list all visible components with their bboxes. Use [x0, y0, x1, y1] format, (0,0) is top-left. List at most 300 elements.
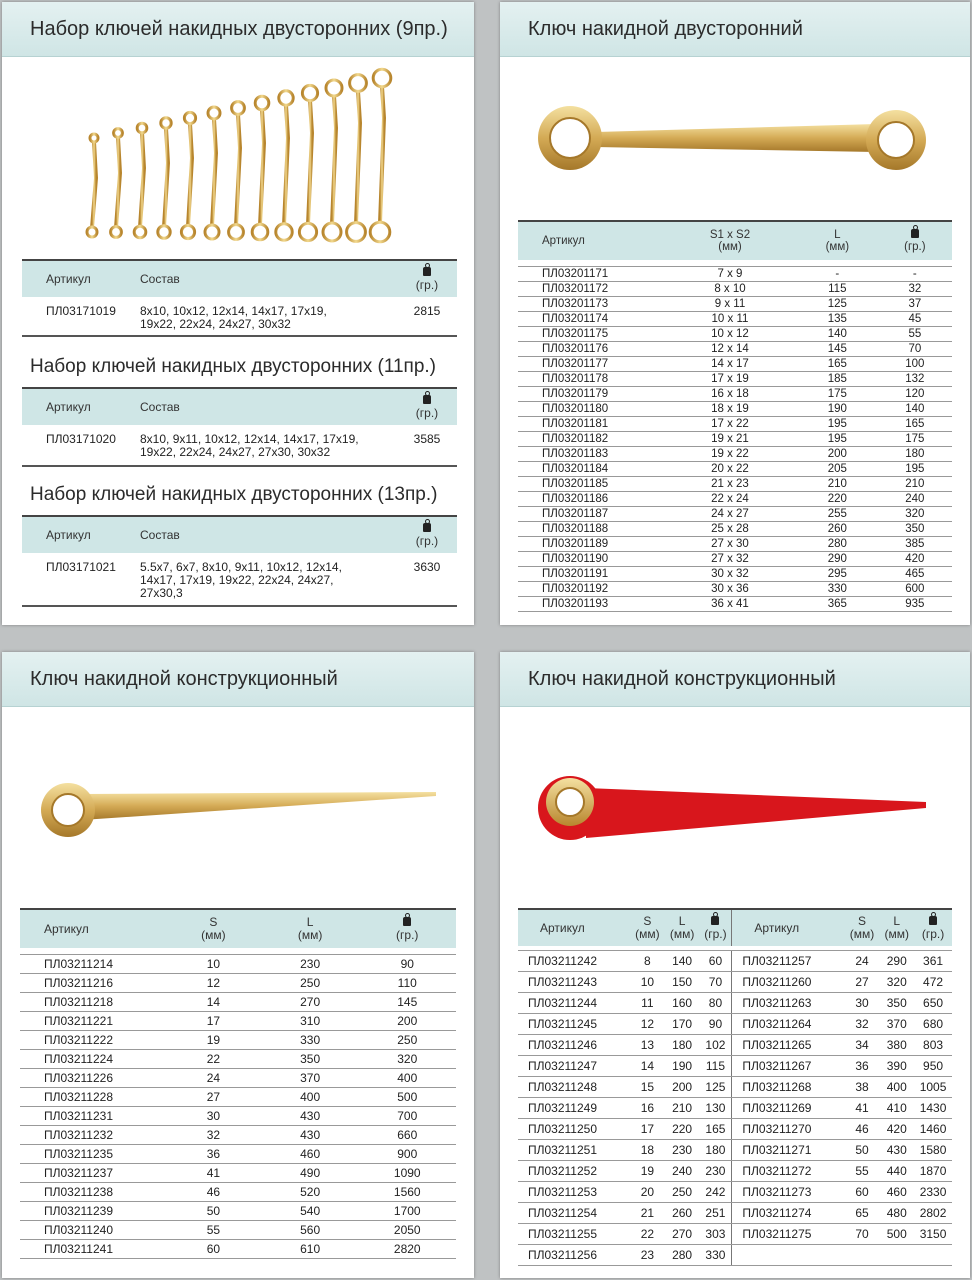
- wrench-shaft: [164, 128, 168, 227]
- size-cell: 50: [845, 1140, 880, 1161]
- table-row: [20, 1183, 456, 1202]
- length-cell: 170: [665, 1014, 700, 1035]
- length-cell: 350: [262, 1050, 359, 1069]
- wrench-ring-top: [326, 80, 342, 96]
- table-row: [518, 1119, 952, 1140]
- article-cell: ПЛ03211239: [20, 1202, 165, 1221]
- article-cell: ПЛ03211245: [518, 1014, 630, 1035]
- col-article: Артикул: [732, 909, 845, 946]
- table-row: [518, 447, 952, 462]
- weight-cell: 2820: [359, 1240, 457, 1259]
- wrench-ring-bottom: [158, 226, 170, 238]
- length-cell: 140: [797, 327, 878, 342]
- construction-red-table: [518, 908, 952, 1266]
- weight-cell: 70: [699, 972, 731, 993]
- article-cell: ПЛ03211250: [518, 1119, 630, 1140]
- size-cell: 17 х 19: [663, 372, 797, 387]
- col-size-unit: (мм): [718, 241, 742, 253]
- article-cell: ПЛ03211252: [518, 1161, 630, 1182]
- size-cell: 50: [165, 1202, 262, 1221]
- weight-cell: 132: [878, 372, 952, 387]
- weight-cell: 465: [878, 567, 952, 582]
- weight-cell: 1870: [914, 1161, 952, 1182]
- col-article: Артикул: [518, 221, 663, 260]
- weight-cell: 251: [699, 1203, 731, 1224]
- length-cell: 560: [262, 1221, 359, 1240]
- col-size-unit: (мм): [635, 927, 660, 941]
- length-cell: 330: [797, 582, 878, 597]
- table-row: [20, 1050, 456, 1069]
- table-row: [518, 492, 952, 507]
- table-row: [518, 297, 952, 312]
- length-cell: 160: [665, 993, 700, 1014]
- col-size-unit: (мм): [201, 928, 226, 942]
- article-cell: ПЛ03201191: [518, 567, 663, 582]
- table-row: [518, 597, 952, 612]
- size-cell: 70: [845, 1224, 880, 1245]
- length-cell: -: [797, 267, 878, 282]
- wrench-shaft: [260, 110, 264, 225]
- weight-cell: 2050: [359, 1221, 457, 1240]
- article-cell: ПЛ03211254: [518, 1203, 630, 1224]
- length-cell: 370: [879, 1014, 914, 1035]
- table-row: [20, 1107, 456, 1126]
- length-cell: 165: [797, 357, 878, 372]
- panel-title: Набор ключей накидных двусторонних (9пр.): [30, 18, 448, 40]
- wrench-ring-bottom: [181, 225, 194, 238]
- article-cell: ПЛ03211226: [20, 1069, 165, 1088]
- table-row: [518, 357, 952, 372]
- wrench-shaft: [332, 96, 336, 224]
- article-cell: ПЛ03211218: [20, 993, 165, 1012]
- length-cell: 480: [879, 1203, 914, 1224]
- col-weight: [699, 909, 731, 946]
- article-cell: ПЛ03201193: [518, 597, 663, 612]
- size-cell: 19: [630, 1161, 665, 1182]
- table-row: [518, 432, 952, 447]
- weight-cell: 130: [699, 1098, 731, 1119]
- article-cell: ПЛ03211271: [732, 1140, 845, 1161]
- article-cell: ПЛ03211264: [732, 1014, 845, 1035]
- length-cell: 490: [262, 1164, 359, 1183]
- size-cell: 65: [845, 1203, 880, 1224]
- col-length: [665, 909, 700, 946]
- length-cell: 200: [797, 447, 878, 462]
- article-cell: ПЛ03211247: [518, 1056, 630, 1077]
- wrench-ring-top: [208, 107, 220, 119]
- weight-cell: 120: [878, 387, 952, 402]
- col-size-label: S: [209, 915, 218, 929]
- weight-cell: 200: [359, 1012, 457, 1031]
- weight-cell: 400: [359, 1069, 457, 1088]
- length-cell: 290: [879, 951, 914, 972]
- weight-cell: 3630: [397, 553, 457, 606]
- length-cell: 460: [262, 1145, 359, 1164]
- size-cell: 20: [630, 1182, 665, 1203]
- weight-icon: [929, 916, 937, 925]
- article-cell: ПЛ03211269: [732, 1098, 845, 1119]
- wrench-shaft: [92, 142, 96, 228]
- weight-cell: 90: [699, 1014, 731, 1035]
- col-length-unit: (мм): [669, 927, 695, 941]
- panel-title: Ключ накидной двусторонний: [528, 18, 803, 40]
- col-length-unit: (мм): [825, 241, 850, 253]
- table-row: [518, 1077, 952, 1098]
- size-cell: 32: [165, 1126, 262, 1145]
- size-cell: 32: [845, 1014, 880, 1035]
- size-cell: 7 х 9: [663, 267, 797, 282]
- table-row: [518, 282, 952, 297]
- size-cell: 18 х 19: [663, 402, 797, 417]
- length-cell: 400: [879, 1077, 914, 1098]
- length-cell: 230: [665, 1140, 700, 1161]
- weight-cell: 145: [359, 993, 457, 1012]
- size-cell: 22: [630, 1224, 665, 1245]
- weight-cell: 37: [878, 297, 952, 312]
- article-cell: ПЛ03201190: [518, 552, 663, 567]
- weight-icon: [911, 229, 919, 238]
- article-cell: ПЛ03211242: [518, 951, 630, 972]
- size-cell: 30 х 36: [663, 582, 797, 597]
- length-cell: [879, 1245, 914, 1266]
- wrench-ring-top: [184, 112, 195, 123]
- weight-cell: 303: [699, 1224, 731, 1245]
- table-row: [20, 1069, 456, 1088]
- weight-icon: [711, 916, 719, 925]
- length-cell: 205: [797, 462, 878, 477]
- size-cell: 27: [165, 1088, 262, 1107]
- col-article: Артикул: [22, 388, 116, 425]
- weight-cell: 100: [878, 357, 952, 372]
- table-row: [20, 1164, 456, 1183]
- wrench-ring-top: [90, 134, 98, 142]
- length-cell: 540: [262, 1202, 359, 1221]
- article-cell: ПЛ03211265: [732, 1035, 845, 1056]
- weight-cell: 90: [359, 955, 457, 974]
- size-cell: 36: [165, 1145, 262, 1164]
- table-row: [20, 955, 456, 974]
- wrench-ring-bottom: [205, 225, 219, 239]
- table-row: [518, 1182, 952, 1203]
- length-cell: 195: [797, 432, 878, 447]
- size-cell: 15: [630, 1077, 665, 1098]
- article-cell: ПЛ03201187: [518, 507, 663, 522]
- weight-cell: 900: [359, 1145, 457, 1164]
- weight-cell: [914, 1245, 952, 1266]
- panel-header: [2, 2, 474, 57]
- wrench-ring-bottom: [229, 225, 244, 240]
- table-row: [518, 1014, 952, 1035]
- article-cell: ПЛ03201188: [518, 522, 663, 537]
- article-cell: ПЛ03201184: [518, 462, 663, 477]
- panel-title: Ключ накидной конструкционный: [528, 668, 836, 690]
- article-cell: ПЛ03211275: [732, 1224, 845, 1245]
- article-cell: ПЛ03211274: [732, 1203, 845, 1224]
- set-table-11: [22, 387, 457, 467]
- length-cell: 240: [665, 1161, 700, 1182]
- size-cell: 19 х 21: [663, 432, 797, 447]
- article-cell: ПЛ03211268: [732, 1077, 845, 1098]
- length-cell: 410: [879, 1098, 914, 1119]
- article-cell: ПЛ03211255: [518, 1224, 630, 1245]
- panel-header: [2, 652, 474, 707]
- length-cell: 250: [262, 974, 359, 993]
- table-row: [22, 425, 457, 466]
- size-cell: 23: [630, 1245, 665, 1266]
- col-length-label: L: [893, 914, 901, 928]
- construction-wrench-image: [38, 780, 438, 840]
- size-cell: 17 х 22: [663, 417, 797, 432]
- col-weight: (гр.): [397, 260, 457, 297]
- article-cell: ПЛ03211243: [518, 972, 630, 993]
- weight-cell: 32: [878, 282, 952, 297]
- table-row: [518, 462, 952, 477]
- table-row: [22, 297, 457, 336]
- length-cell: 145: [797, 342, 878, 357]
- set-table-13: [22, 515, 457, 607]
- length-cell: 220: [665, 1119, 700, 1140]
- size-cell: 20 х 22: [663, 462, 797, 477]
- col-length-label: L: [834, 229, 841, 241]
- article-cell: ПЛ03201189: [518, 537, 663, 552]
- weight-cell: 180: [878, 447, 952, 462]
- article-cell: ПЛ03201172: [518, 282, 663, 297]
- weight-cell: 3150: [914, 1224, 952, 1245]
- article-cell: ПЛ03211246: [518, 1035, 630, 1056]
- article-cell: ПЛ03211240: [20, 1221, 165, 1240]
- weight-cell: 2815: [397, 297, 457, 336]
- weight-cell: 3585: [397, 425, 457, 466]
- article-cell: ПЛ03211214: [20, 955, 165, 974]
- size-cell: 12: [165, 974, 262, 993]
- table-row: [20, 1012, 456, 1031]
- panel-header: [500, 2, 970, 57]
- size-cell: 38: [845, 1077, 880, 1098]
- weight-cell: 1005: [914, 1077, 952, 1098]
- weight-cell: 110: [359, 974, 457, 993]
- col-weight: (гр.): [397, 388, 457, 425]
- article-cell: ПЛ03211238: [20, 1183, 165, 1202]
- size-cell: 16 х 18: [663, 387, 797, 402]
- length-cell: 200: [665, 1077, 700, 1098]
- weight-cell: 55: [878, 327, 952, 342]
- size-cell: 13: [630, 1035, 665, 1056]
- size-cell: 27 х 32: [663, 552, 797, 567]
- length-cell: 420: [879, 1119, 914, 1140]
- panel-title: Ключ накидной конструкционный: [30, 668, 338, 690]
- size-cell: 16: [630, 1098, 665, 1119]
- wrench-shaft: [308, 101, 312, 225]
- subtitle-set-13: Набор ключей накидных двусторонних (13пр.): [30, 484, 438, 505]
- weight-cell: 500: [359, 1088, 457, 1107]
- weight-cell: 660: [359, 1126, 457, 1145]
- weight-cell: 320: [359, 1050, 457, 1069]
- size-cell: 21: [630, 1203, 665, 1224]
- weight-cell: 1460: [914, 1119, 952, 1140]
- table-row: [518, 582, 952, 597]
- weight-cell: 115: [699, 1056, 731, 1077]
- col-article: Артикул: [22, 516, 116, 553]
- weight-cell: 680: [914, 1014, 952, 1035]
- composition-cell: 8х10, 9х11, 10х12, 12х14, 14х17, 17х19, 19х22, 22х24, 24х27, 27х30, 30х32: [116, 425, 397, 466]
- weight-cell: 385: [878, 537, 952, 552]
- size-cell: 55: [165, 1221, 262, 1240]
- table-row: [20, 1031, 456, 1050]
- wrench-shaft: [188, 124, 192, 227]
- col-article: Артикул: [20, 909, 165, 948]
- weight-cell: 60: [699, 951, 731, 972]
- weight-icon: [423, 267, 431, 276]
- table-row: [20, 1202, 456, 1221]
- col-size-unit: (мм): [849, 927, 875, 941]
- col-size-label: S: [643, 914, 652, 928]
- size-cell: 36 х 41: [663, 597, 797, 612]
- length-cell: 250: [665, 1182, 700, 1203]
- length-cell: 150: [665, 972, 700, 993]
- size-cell: 60: [845, 1182, 880, 1203]
- table-row: [518, 1098, 952, 1119]
- length-cell: 430: [262, 1107, 359, 1126]
- weight-cell: 165: [699, 1119, 731, 1140]
- weight-cell: -: [878, 267, 952, 282]
- length-cell: 260: [797, 522, 878, 537]
- length-cell: 210: [665, 1098, 700, 1119]
- panel-header: [500, 652, 970, 707]
- article-cell: ПЛ03211270: [732, 1119, 845, 1140]
- size-cell: 22 х 24: [663, 492, 797, 507]
- weight-cell: 240: [878, 492, 952, 507]
- article-cell: ПЛ03211216: [20, 974, 165, 993]
- col-size-label: S: [858, 914, 867, 928]
- table-row: [20, 993, 456, 1012]
- wrench-shaft: [116, 137, 120, 227]
- table-row: [518, 267, 952, 282]
- article-cell: ПЛ03201183: [518, 447, 663, 462]
- table-row: [518, 507, 952, 522]
- size-cell: 30 х 32: [663, 567, 797, 582]
- size-cell: 21 х 23: [663, 477, 797, 492]
- table-row: [518, 402, 952, 417]
- table-row: [518, 537, 952, 552]
- article-cell: ПЛ03201180: [518, 402, 663, 417]
- table-row: [518, 1161, 952, 1182]
- article-cell: ПЛ03211235: [20, 1145, 165, 1164]
- table-row: [518, 1203, 952, 1224]
- length-cell: 320: [879, 972, 914, 993]
- size-cell: 17: [165, 1012, 262, 1031]
- size-cell: 27 х 30: [663, 537, 797, 552]
- article-cell: ПЛ03211267: [732, 1056, 845, 1077]
- col-composition: Состав: [116, 260, 397, 297]
- length-cell: 185: [797, 372, 878, 387]
- weight-cell: 165: [878, 417, 952, 432]
- length-cell: 295: [797, 567, 878, 582]
- length-cell: 430: [262, 1126, 359, 1145]
- length-cell: 440: [879, 1161, 914, 1182]
- wrench-shaft: [356, 91, 360, 223]
- article-cell: ПЛ03211257: [732, 951, 845, 972]
- construction-table: [20, 908, 456, 1259]
- wrench-shaft: [236, 114, 240, 225]
- weight-cell: 935: [878, 597, 952, 612]
- col-size: [165, 909, 262, 948]
- col-length-label: L: [678, 914, 686, 928]
- wrench-shaft: [212, 119, 216, 226]
- weight-cell: 250: [359, 1031, 457, 1050]
- wrench-set-image: [72, 62, 412, 257]
- length-cell: 180: [665, 1035, 700, 1056]
- weight-unit-label: (гр.): [904, 241, 926, 253]
- weight-icon: [403, 917, 411, 926]
- article-cell: ПЛ03171021: [22, 553, 116, 606]
- table-row: [518, 1245, 952, 1266]
- article-cell: ПЛ03201182: [518, 432, 663, 447]
- table-row: [518, 552, 952, 567]
- wrench-ring-bottom: [111, 227, 122, 238]
- size-cell: 14: [165, 993, 262, 1012]
- article-cell: ПЛ03201173: [518, 297, 663, 312]
- weight-cell: 650: [914, 993, 952, 1014]
- length-cell: 610: [262, 1240, 359, 1259]
- article-cell: ПЛ03211260: [732, 972, 845, 993]
- wrench-ring-bottom: [347, 223, 366, 242]
- length-cell: 125: [797, 297, 878, 312]
- size-cell: 8 х 10: [663, 282, 797, 297]
- table-row: [518, 1224, 952, 1245]
- table-row: [518, 327, 952, 342]
- wrench-shaft: [140, 133, 144, 227]
- wrench-shaft: [380, 87, 384, 223]
- length-cell: 460: [879, 1182, 914, 1203]
- weight-cell: 242: [699, 1182, 731, 1203]
- col-article: Артикул: [22, 260, 116, 297]
- weight-cell: 361: [914, 951, 952, 972]
- article-cell: ПЛ03201178: [518, 372, 663, 387]
- wrench-ring-top: [255, 96, 269, 110]
- article-cell: ПЛ03211263: [732, 993, 845, 1014]
- weight-cell: 102: [699, 1035, 731, 1056]
- col-weight: (гр.): [397, 516, 457, 553]
- length-cell: 190: [665, 1056, 700, 1077]
- wrench-ring-bottom: [370, 222, 390, 242]
- table-row: [518, 387, 952, 402]
- weight-cell: 600: [878, 582, 952, 597]
- size-cell: 25 х 28: [663, 522, 797, 537]
- weight-cell: 210: [878, 477, 952, 492]
- length-cell: 260: [665, 1203, 700, 1224]
- wrench-ring-bottom: [276, 224, 292, 240]
- panel-wrench-sets: [2, 2, 474, 625]
- wrench-ring-top: [137, 123, 147, 133]
- size-cell: 17: [630, 1119, 665, 1140]
- table-row: [20, 1240, 456, 1259]
- article-cell: ПЛ03211221: [20, 1012, 165, 1031]
- double-ring-wrench-image: [536, 102, 936, 182]
- article-cell: ПЛ03211241: [20, 1240, 165, 1259]
- size-cell: 22: [165, 1050, 262, 1069]
- length-cell: 330: [262, 1031, 359, 1050]
- article-cell: ПЛ03211244: [518, 993, 630, 1014]
- col-weight: [914, 909, 952, 946]
- table-row: [518, 567, 952, 582]
- table-row: [518, 1035, 952, 1056]
- wrench-ring-bottom: [134, 226, 146, 238]
- size-cell: 41: [845, 1098, 880, 1119]
- table-header-row: [518, 909, 952, 946]
- size-cell: 9 х 11: [663, 297, 797, 312]
- col-length-label: L: [306, 915, 314, 929]
- weight-cell: 195: [878, 462, 952, 477]
